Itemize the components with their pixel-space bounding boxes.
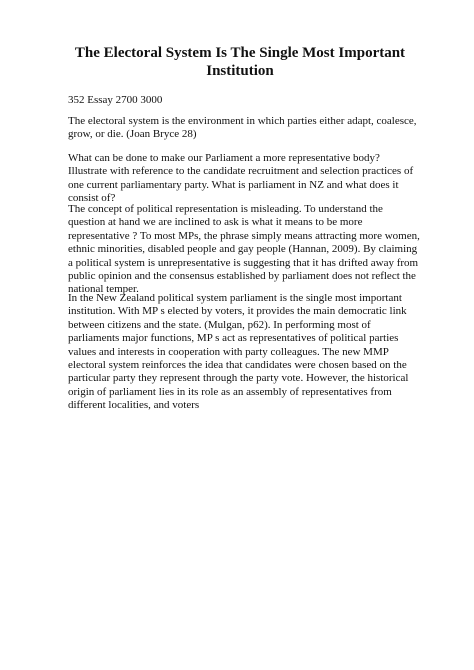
- paragraph-3: The concept of political representation is misleading. To understand the question at hand we are inclined to ask is what it means to be more representative ? To most MPs, the phrase simply means attracting more women, ethnic minorities, disabled people and gay people (Hannan, 2009). By claiming a political system is unrepresentative is suggesting that it has drifted away from public opinion and the consensus established by parliament does not reflect the national temper.: [68, 203, 420, 296]
- paragraph-1: The electoral system is the environment in which parties either adapt, coalesce, grow, or die. (Joan Bryce 28): [68, 115, 417, 141]
- paragraph-4: In the New Zealand political system parliament is the single most important institution. With MP s elected by voters, it provides the main democratic link between citizens and the state. (Mulgan, p62). In performing most of parliaments major functions, MP s act as representatives of political parties values and interests in cooperation with party colleagues. The new MMP electoral system reinforces the idea that candidates were chosen based on the particular party they represent through the party vote. However, the historical origin of parliament lies in its role as an assembly of representatives from different localities, and voters: [68, 292, 409, 412]
- essay-meta-line: 352 Essay 2700 3000: [68, 94, 163, 106]
- document-title: The Electoral System Is The Single Most Important Institution: [74, 45, 406, 79]
- paragraph-2: What can be done to make our Parliament a more representative body? Illustrate with reference to the candidate recruitment and selection practices of one current parliamentary party. What is parliament in NZ and what does it consist of?: [68, 152, 414, 205]
